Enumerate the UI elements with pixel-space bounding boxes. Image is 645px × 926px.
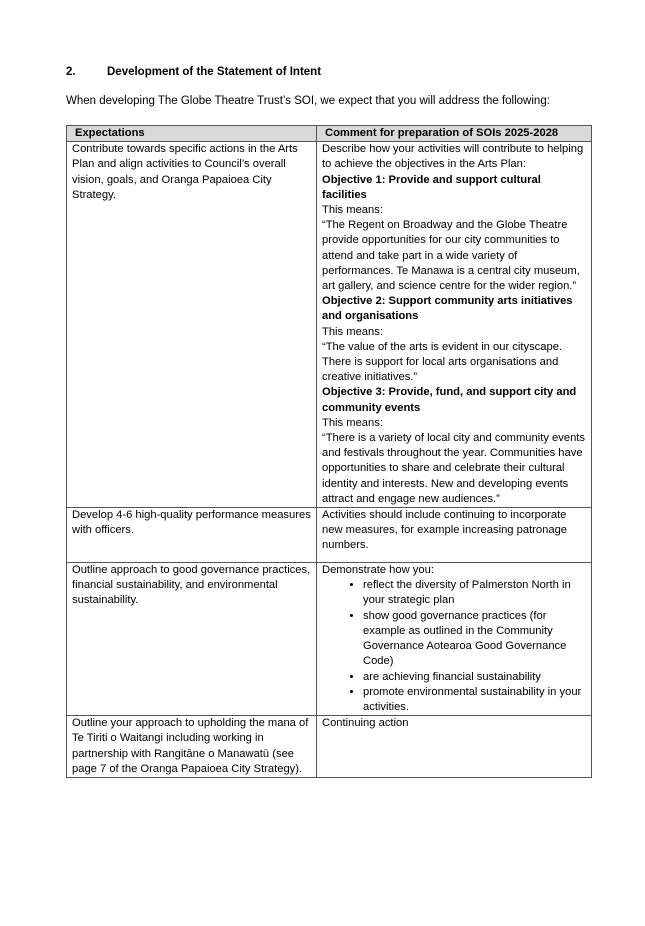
comment-cell: Continuing action [317,716,592,778]
objective-1-title: Objective 1: Provide and support cultural facilities [322,173,541,201]
objective-2-text: “The value of the arts is evident in our cityscape. There is support for local arts organisations and creative initiatives.” [322,340,563,384]
objective-3-means: This means: [322,416,383,429]
expectation-cell: Outline your approach to upholding the mana of Te Tiriti o Waitangi including working in partnership with Rangitāne o Manawatū (see page 7 of the Oranga Papaioea City Strategy). [67,716,317,778]
comment-intro: Describe how your activities will contribute to helping to achieve the objectives in the Arts Plan: [322,143,584,171]
table-row [67,142,592,508]
header-expectations: Expectations [67,126,317,142]
objective-3-text: “There is a variety of local city and community events and festivals throughout the year. Communities have opportunities to share and celebrate their cultural identity and interests. New and developing events attract and engage new audiences.” [322,432,586,505]
expectations-table [66,125,592,778]
expectation-cell: Contribute towards specific actions in the Arts Plan and align activities to Council’s overall vision, goals, and Oranga Papaioea City Strategy. [67,142,317,508]
intro-paragraph: When developing The Globe Theatre Trust’s SOI, we expect that you will address the following: [66,95,550,107]
objective-1-means: This means: [322,204,383,217]
objective-2-means: This means: [322,325,383,338]
objective-3-title: Objective 3: Provide, fund, and support city and community events [322,386,577,414]
section-title: Development of the Statement of Intent [107,66,322,78]
expectation-cell: Develop 4-6 high-quality performance measures with officers. [67,508,317,563]
list-item: • are achieving financial sustainability [363,670,586,685]
comment-cell: Activities should include continuing to incorporate new measures, for example increasing patronage numbers. [317,508,592,563]
list-item: • reflect the diversity of Palmerston North in your strategic plan [363,578,586,608]
objective-2-title: Objective 2: Support community arts initiatives and organisations [322,295,573,323]
section-heading [66,66,321,78]
list-item: • show good governance practices (for example as outlined in the Community Governance Aotearoa Good Governance Code) [363,609,586,670]
table-row [67,563,592,716]
list-item: • promote environmental sustainability in your activities. [363,685,586,715]
objective-1-text: “The Regent on Broadway and the Globe Theatre provide opportunities for our city communities to attend and take part in a wide variety of performances. Te Manawa is a central city museum, art gallery, and science centre for the wider region.” [322,219,580,293]
expectation-cell: Outline approach to good governance practices, financial sustainability, and environmental sustainability. [67,563,317,716]
table-row [67,508,592,563]
header-comment: Comment for preparation of SOIs 2025-2028 [317,126,592,142]
table-header-row [67,126,592,142]
comment-intro: Demonstrate how you: [322,564,434,577]
table-row [67,716,592,778]
bullet-list [322,578,586,715]
comment-cell [317,563,592,716]
section-number: 2. [66,66,76,78]
comment-cell [317,142,592,508]
